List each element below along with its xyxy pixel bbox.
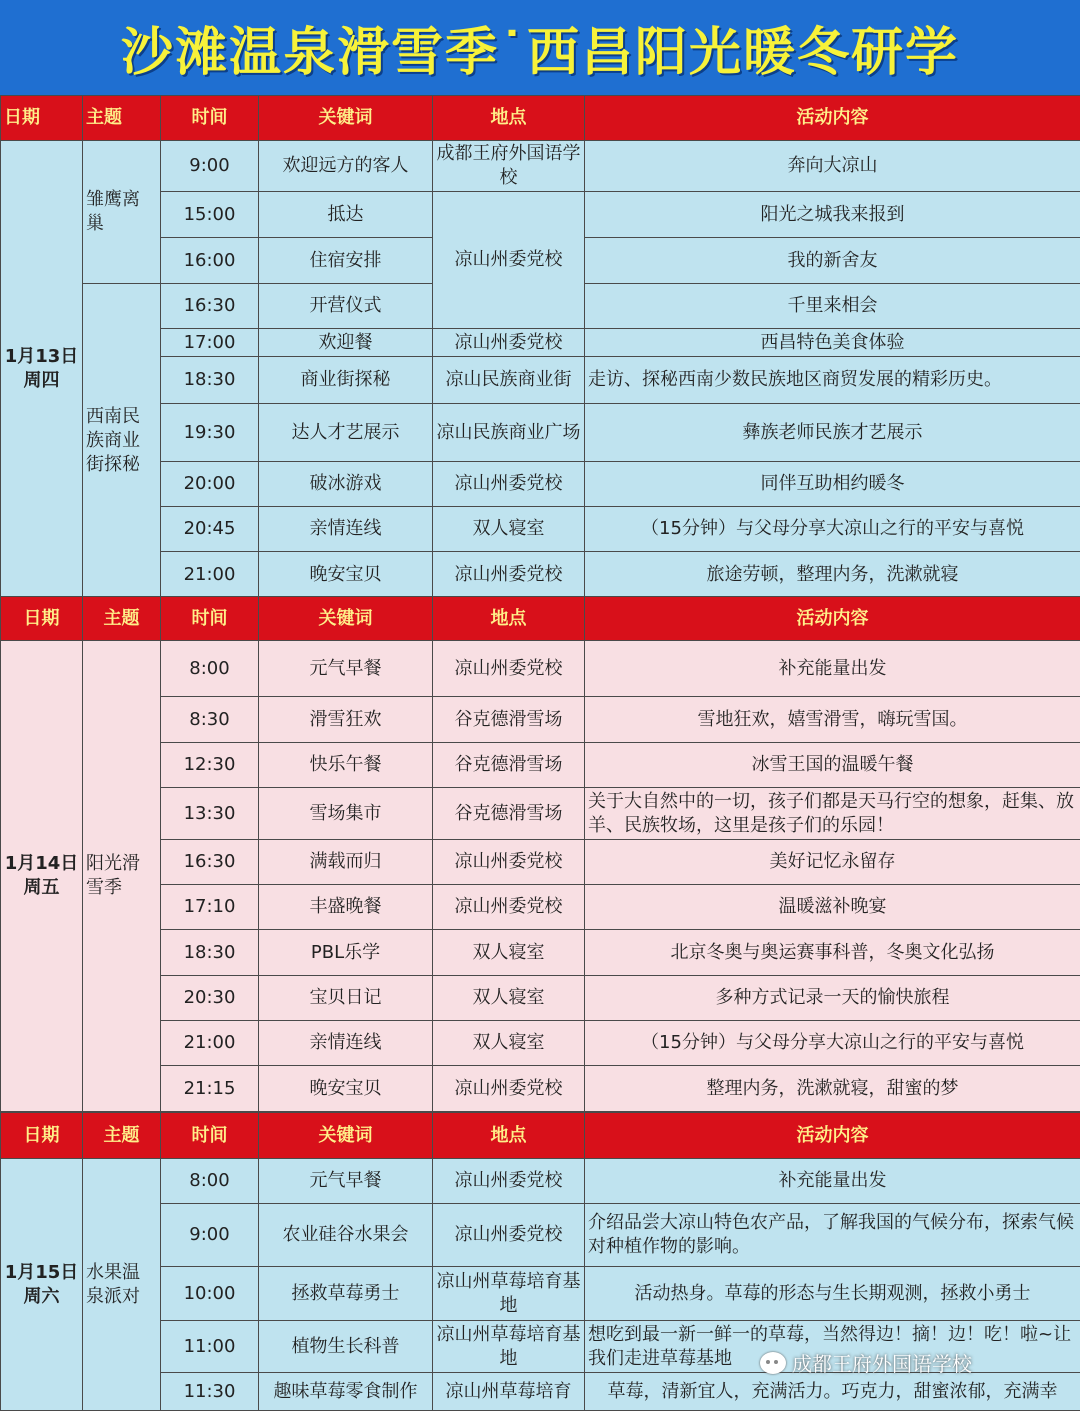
content-cell: 北京冬奥与奥运赛事科普，冬奥文化弘扬 — [585, 930, 1080, 976]
location-cell: 凉山州委党校 — [433, 192, 585, 329]
content-cell: 冰雪王国的温暖午餐 — [585, 743, 1080, 788]
table-row — [1, 1204, 1080, 1267]
content-cell: 旅途劳顿，整理内务，洗漱就寝 — [585, 552, 1080, 598]
table-row — [1, 930, 1080, 976]
content-cell: 介绍品尝大凉山特色农产品，了解我国的气候分布，探索气候对种植作物的影响。 — [585, 1204, 1080, 1267]
header-row — [1, 1113, 1080, 1159]
content-cell: （15分钟）与父母分享大凉山之行的平安与喜悦 — [585, 1021, 1080, 1066]
theme-cell: 阳光滑雪季 — [83, 641, 161, 1112]
time-cell: 17:10 — [161, 885, 259, 930]
content-cell: 活动热身。草莓的形态与生长期观测，拯救小勇士 — [585, 1267, 1080, 1321]
location-cell: 双人寝室 — [433, 507, 585, 552]
header-location: 地点 — [433, 597, 585, 641]
header-theme: 主题 — [83, 1113, 161, 1159]
time-cell: 15:00 — [161, 192, 259, 238]
content-cell: 想吃到最一新一鲜一的草莓，当然得边！摘！边！吃！啦~让我们走进草莓基地 — [585, 1321, 1080, 1373]
content-cell: 阳光之城我来报到 — [585, 192, 1080, 238]
header-row — [1, 597, 1080, 641]
keyword-cell: 亲情连线 — [259, 1021, 433, 1066]
keyword-cell: 开营仪式 — [259, 284, 433, 329]
date-cell: 1月15日 周六 — [1, 1159, 83, 1411]
table-row — [1, 697, 1080, 743]
keyword-cell: 快乐午餐 — [259, 743, 433, 788]
time-cell: 21:00 — [161, 552, 259, 598]
date-cell: 1月14日 周五 — [1, 641, 83, 1112]
header-time: 时间 — [161, 597, 259, 641]
time-cell: 16:30 — [161, 840, 259, 885]
time-cell: 11:00 — [161, 1321, 259, 1373]
time-cell: 8:00 — [161, 1159, 259, 1204]
keyword-cell: 欢迎远方的客人 — [259, 141, 433, 192]
content-cell: 整理内务，洗漱就寝，甜蜜的梦 — [585, 1066, 1080, 1112]
location-cell: 凉山州委党校 — [433, 1159, 585, 1204]
content-cell: 同伴互助相约暖冬 — [585, 462, 1080, 507]
time-cell: 8:00 — [161, 641, 259, 697]
time-cell: 20:45 — [161, 507, 259, 552]
table-row — [1, 507, 1080, 552]
wechat-icon — [760, 1352, 786, 1374]
time-cell: 9:00 — [161, 1204, 259, 1267]
content-cell: 温暖滋补晚宴 — [585, 885, 1080, 930]
location-cell: 凉山州委党校 — [433, 840, 585, 885]
content-cell: 雪地狂欢，嬉雪滑雪，嗨玩雪国。 — [585, 697, 1080, 743]
time-cell: 20:30 — [161, 976, 259, 1021]
content-cell: 彝族老师民族才艺展示 — [585, 404, 1080, 462]
location-cell: 凉山州草莓培育基地 — [433, 1321, 585, 1373]
location-cell: 双人寝室 — [433, 1021, 585, 1066]
location-cell: 凉山州委党校 — [433, 329, 585, 357]
keyword-cell: 住宿安排 — [259, 238, 433, 284]
table-row — [1, 1373, 1080, 1411]
header-theme: 主题 — [83, 96, 161, 141]
time-cell: 20:00 — [161, 462, 259, 507]
table-row — [1, 840, 1080, 885]
header-location: 地点 — [433, 1113, 585, 1159]
table-row — [1, 1267, 1080, 1321]
keyword-cell: 欢迎餐 — [259, 329, 433, 357]
location-cell: 凉山州委党校 — [433, 462, 585, 507]
content-cell: 西昌特色美食体验 — [585, 329, 1080, 357]
location-cell: 凉山州委党校 — [433, 1204, 585, 1267]
header-time: 时间 — [161, 1113, 259, 1159]
content-cell: （15分钟）与父母分享大凉山之行的平安与喜悦 — [585, 507, 1080, 552]
header-date: 日期 — [1, 1113, 83, 1159]
keyword-cell: 雪场集市 — [259, 788, 433, 840]
header-content: 活动内容 — [585, 597, 1080, 641]
header-keyword: 关键词 — [259, 1113, 433, 1159]
location-cell: 凉山州草莓培育 — [433, 1373, 585, 1411]
location-cell: 成都王府外国语学校 — [433, 141, 585, 192]
time-cell: 21:15 — [161, 1066, 259, 1112]
table-row — [1, 1021, 1080, 1066]
content-cell: 补充能量出发 — [585, 641, 1080, 697]
time-cell: 11:30 — [161, 1373, 259, 1411]
table-row — [1, 192, 1080, 238]
keyword-cell: 宝贝日记 — [259, 976, 433, 1021]
watermark-text: 成都王府外国语学校 — [792, 1348, 972, 1377]
keyword-cell: 趣味草莓零食制作 — [259, 1373, 433, 1411]
content-cell: 奔向大凉山 — [585, 141, 1080, 192]
header-content: 活动内容 — [585, 1113, 1080, 1159]
time-cell: 16:00 — [161, 238, 259, 284]
time-cell: 18:30 — [161, 930, 259, 976]
table-row — [1, 885, 1080, 930]
content-cell: 我的新舍友 — [585, 238, 1080, 284]
location-cell: 凉山州草莓培育基地 — [433, 1267, 585, 1321]
location-cell: 凉山州委党校 — [433, 641, 585, 697]
keyword-cell: 达人才艺展示 — [259, 404, 433, 462]
content-cell: 走访、探秘西南少数民族地区商贸发展的精彩历史。 — [585, 357, 1080, 404]
page-title-banner — [0, 0, 1080, 95]
theme-cell: 西南民族商业街探秘 — [83, 284, 161, 598]
location-cell: 凉山民族商业街 — [433, 357, 585, 404]
table-row — [1, 357, 1080, 404]
header-date: 日期 — [1, 597, 83, 641]
time-cell: 9:00 — [161, 141, 259, 192]
location-cell: 凉山民族商业广场 — [433, 404, 585, 462]
table-row — [1, 329, 1080, 357]
location-cell: 凉山州委党校 — [433, 1066, 585, 1112]
time-cell: 17:00 — [161, 329, 259, 357]
watermark — [760, 1348, 972, 1377]
time-cell: 21:00 — [161, 1021, 259, 1066]
keyword-cell: 抵达 — [259, 192, 433, 238]
keyword-cell: 农业硅谷水果会 — [259, 1204, 433, 1267]
location-cell: 双人寝室 — [433, 930, 585, 976]
time-cell: 8:30 — [161, 697, 259, 743]
content-cell: 美好记忆永留存 — [585, 840, 1080, 885]
time-cell: 16:30 — [161, 284, 259, 329]
location-cell: 双人寝室 — [433, 976, 585, 1021]
header-date: 日期 — [1, 96, 83, 141]
time-cell: 10:00 — [161, 1267, 259, 1321]
location-cell: 谷克德滑雪场 — [433, 697, 585, 743]
keyword-cell: 亲情连线 — [259, 507, 433, 552]
table-row — [1, 743, 1080, 788]
content-cell: 草莓，清新宜人，充满活力。巧克力，甜蜜浓郁，充满幸 — [585, 1373, 1080, 1411]
keyword-cell: 破冰游戏 — [259, 462, 433, 507]
theme-cell: 水果温泉派对 — [83, 1159, 161, 1411]
header-content: 活动内容 — [585, 96, 1080, 141]
table-row — [1, 1066, 1080, 1112]
time-cell: 13:30 — [161, 788, 259, 840]
keyword-cell: 元气早餐 — [259, 1159, 433, 1204]
schedule-day1 — [0, 95, 1080, 598]
page-title: 沙滩温泉滑雪季˙西昌阳光暖冬研学 — [121, 10, 959, 85]
time-cell: 18:30 — [161, 357, 259, 404]
keyword-cell: 植物生长科普 — [259, 1321, 433, 1373]
content-cell: 补充能量出发 — [585, 1159, 1080, 1204]
header-keyword: 关键词 — [259, 96, 433, 141]
keyword-cell: 商业街探秘 — [259, 357, 433, 404]
table-row — [1, 1159, 1080, 1204]
header-time: 时间 — [161, 96, 259, 141]
location-cell: 谷克德滑雪场 — [433, 743, 585, 788]
header-keyword: 关键词 — [259, 597, 433, 641]
header-row — [1, 96, 1080, 141]
location-cell: 凉山州委党校 — [433, 885, 585, 930]
theme-cell: 雏鹰离巢 — [83, 141, 161, 284]
content-cell: 关于大自然中的一切，孩子们都是天马行空的想象，赶集、放羊、民族牧场，这里是孩子们的乐园！ — [585, 788, 1080, 840]
table-row — [1, 788, 1080, 840]
header-location: 地点 — [433, 96, 585, 141]
keyword-cell: 满载而归 — [259, 840, 433, 885]
keyword-cell: 滑雪狂欢 — [259, 697, 433, 743]
schedule-day2 — [0, 596, 1080, 1112]
content-cell: 多种方式记录一天的愉快旅程 — [585, 976, 1080, 1021]
table-row — [1, 404, 1080, 462]
table-row — [1, 141, 1080, 192]
keyword-cell: 拯救草莓勇士 — [259, 1267, 433, 1321]
table-row — [1, 462, 1080, 507]
table-row — [1, 976, 1080, 1021]
table-row — [1, 641, 1080, 697]
content-cell: 千里来相会 — [585, 284, 1080, 329]
table-row — [1, 552, 1080, 598]
header-theme: 主题 — [83, 597, 161, 641]
keyword-cell: 丰盛晚餐 — [259, 885, 433, 930]
keyword-cell: 晚安宝贝 — [259, 1066, 433, 1112]
location-cell: 谷克德滑雪场 — [433, 788, 585, 840]
keyword-cell: PBL乐学 — [259, 930, 433, 976]
time-cell: 19:30 — [161, 404, 259, 462]
keyword-cell: 元气早餐 — [259, 641, 433, 697]
date-cell: 1月13日 周四 — [1, 141, 83, 598]
time-cell: 12:30 — [161, 743, 259, 788]
keyword-cell: 晚安宝贝 — [259, 552, 433, 598]
location-cell: 凉山州委党校 — [433, 552, 585, 598]
